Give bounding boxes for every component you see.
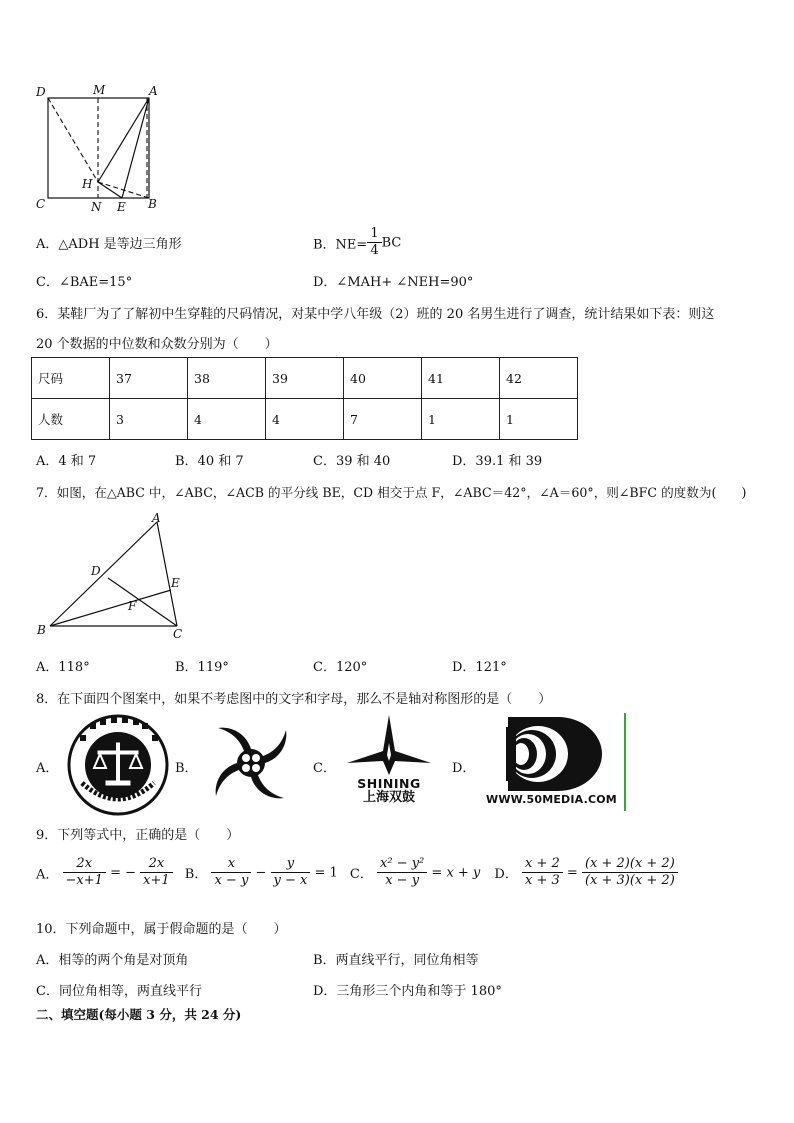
q9-a-n1: 2x — [63, 856, 106, 873]
section-2-heading: 二、填空题(每小题 3 分，共 24 分) — [36, 1007, 242, 1022]
q9-d-n1: x + 2 — [522, 856, 563, 873]
q9-b-op: − — [255, 865, 267, 881]
q9-b-rhs: = 1 — [314, 865, 338, 881]
q9-d-frac2 — [582, 856, 678, 890]
q9-d-frac1 — [522, 856, 563, 890]
q8-option-b-letter: B． — [175, 761, 198, 776]
q8-stem: 8．在下面四个图案中，如果不考虑图中的文字和字母，那么不是轴对称图形的是（ ） — [36, 692, 552, 707]
q8-logo-d-text: WWW.50MEDIA.COM — [486, 793, 617, 806]
q7-option-d: D．121° — [452, 660, 507, 675]
q6-stem-line2: 20 个数据的中位数和众数分别为（ ） — [36, 337, 278, 352]
q9-d-letter: D． — [494, 867, 518, 883]
q9-b-d2: y − x — [273, 873, 308, 889]
q7-label-a: A — [152, 511, 161, 525]
q5-b-num: 1 — [367, 226, 381, 243]
table-cell: 42 — [500, 358, 578, 399]
table-cell: 7 — [344, 399, 422, 440]
q5-figure — [34, 82, 164, 214]
q9-a-n2: 2x — [140, 856, 173, 873]
q8-logo-c — [345, 713, 433, 805]
q10-stem: 10．下列命题中，属于假命题的是（ ） — [36, 922, 287, 937]
table-cell: 3 — [110, 399, 188, 440]
q7-figure — [34, 510, 194, 642]
q5-label-n: N — [91, 200, 102, 214]
q5-option-b-fraction — [367, 226, 381, 260]
table-cell: 38 — [188, 358, 266, 399]
q7-label-b: B — [37, 623, 46, 637]
q10-option-b: B．两直线平行，同位角相等 — [313, 953, 479, 968]
table-cell: 39 — [266, 358, 344, 399]
q6-table — [31, 357, 578, 440]
q6-option-a: A．4 和 7 — [36, 454, 97, 469]
q7-label-c: C — [173, 627, 183, 641]
q9-a-letter: A． — [36, 867, 59, 883]
q9-b-n1: x — [211, 856, 251, 873]
q9-c-letter: C． — [349, 867, 373, 883]
q9-stem: 9．下列等式中，正确的是（ ） — [36, 828, 240, 843]
q7-option-a: A．118° — [36, 660, 90, 675]
q6-option-d: D．39.1 和 39 — [452, 454, 543, 469]
table-cell: 4 — [266, 399, 344, 440]
q9-c-d1: x − y — [385, 873, 420, 889]
q9-a-frac1 — [63, 856, 106, 890]
q9-b-frac2 — [271, 856, 311, 890]
q5-option-b-prefix: B．NE= — [313, 237, 368, 253]
q6-option-b: B．40 和 7 — [175, 454, 244, 469]
q9-d-d2: (x + 3)(x + 2) — [584, 873, 675, 889]
q7-option-c: C．120° — [313, 660, 368, 675]
q10-option-a: A．相等的两个角是对顶角 — [36, 953, 189, 968]
q9-b-d1: x − y — [214, 873, 249, 889]
q8-logo-a — [66, 713, 170, 817]
q9-c-n1: x² − y² — [377, 856, 427, 873]
q9-d-n2: (x + 2)(x + 2) — [582, 856, 678, 873]
table-cell: 40 — [344, 358, 422, 399]
q8-logo-d — [484, 713, 626, 811]
q8-logo-b — [206, 718, 296, 808]
q9-a-d1: −x+1 — [65, 873, 103, 889]
table-cell: 4 — [188, 399, 266, 440]
q8-option-a-letter: A． — [36, 761, 59, 776]
q5-option-d: D．∠MAH+ ∠NEH=90° — [313, 275, 474, 290]
table-cell: 41 — [422, 358, 500, 399]
q8-logo-c-text-bottom: 上海双鼓 — [362, 790, 415, 805]
table-row — [32, 358, 578, 399]
q7-option-b: B．119° — [175, 660, 229, 675]
q5-label-c: C — [36, 197, 46, 211]
q8-logo-c-star — [345, 713, 433, 777]
q9-d-d1: x + 3 — [525, 873, 560, 889]
q5-option-b-suffix: BC — [381, 235, 402, 251]
q9-a-d2: x+1 — [143, 873, 170, 889]
q9-c-rhs: = x + y — [431, 865, 481, 881]
q5-label-b: B — [148, 197, 157, 211]
q7-label-e: E — [171, 576, 180, 590]
q9-options — [36, 856, 678, 890]
q8-option-c-letter: C． — [313, 761, 336, 776]
q6-stem-line1: 6．某鞋厂为了了解初中生穿鞋的尺码情况，对某中学八年级（2）班的 20 名男生进行了调查，统计结果如下表：则这 — [36, 307, 715, 322]
table-cell: 1 — [422, 399, 500, 440]
q8-logo-d-mark — [486, 713, 616, 793]
table-cell: 人数 — [32, 399, 110, 440]
q7-label-f: F — [128, 599, 137, 613]
q9-a-eq: = − — [110, 865, 136, 881]
q10-option-c: C．同位角相等，两直线平行 — [36, 984, 202, 999]
q5-label-m: M — [93, 83, 106, 97]
q5-label-h: H — [82, 177, 93, 191]
q5-label-a: A — [149, 84, 158, 98]
q7-stem: 7．如图，在△ABC 中，∠ABC，∠ACB 的平分线 BE，CD 相交于点 F，∠ABC＝42°，∠A＝60°，则∠BFC 的度数为( ) — [36, 485, 747, 500]
q5-label-e: E — [117, 200, 126, 214]
q6-option-c: C．39 和 40 — [313, 454, 391, 469]
q9-a-frac2 — [140, 856, 173, 890]
q8-logo-c-text-top: SHINING — [357, 776, 421, 791]
table-cell: 1 — [500, 399, 578, 440]
q5-label-d: D — [36, 85, 46, 99]
q9-c-frac — [377, 856, 427, 890]
q5-b-den: 4 — [370, 243, 379, 259]
q7-label-d: D — [91, 564, 101, 578]
table-cell: 37 — [110, 358, 188, 399]
q9-b-frac1 — [211, 856, 251, 890]
q9-b-n2: y — [271, 856, 311, 873]
q9-b-letter: B． — [184, 867, 208, 883]
q9-d-eq: = — [566, 865, 578, 881]
q5-option-a: A．△ADH 是等边三角形 — [36, 237, 182, 252]
q5-option-b — [313, 226, 401, 260]
q10-option-d: D．三角形三个内角和等于 180° — [313, 984, 502, 999]
table-cell: 尺码 — [32, 358, 110, 399]
q8-option-d-letter: D． — [452, 761, 476, 776]
q5-option-c: C．∠BAE=15° — [36, 275, 133, 290]
table-row — [32, 399, 578, 440]
